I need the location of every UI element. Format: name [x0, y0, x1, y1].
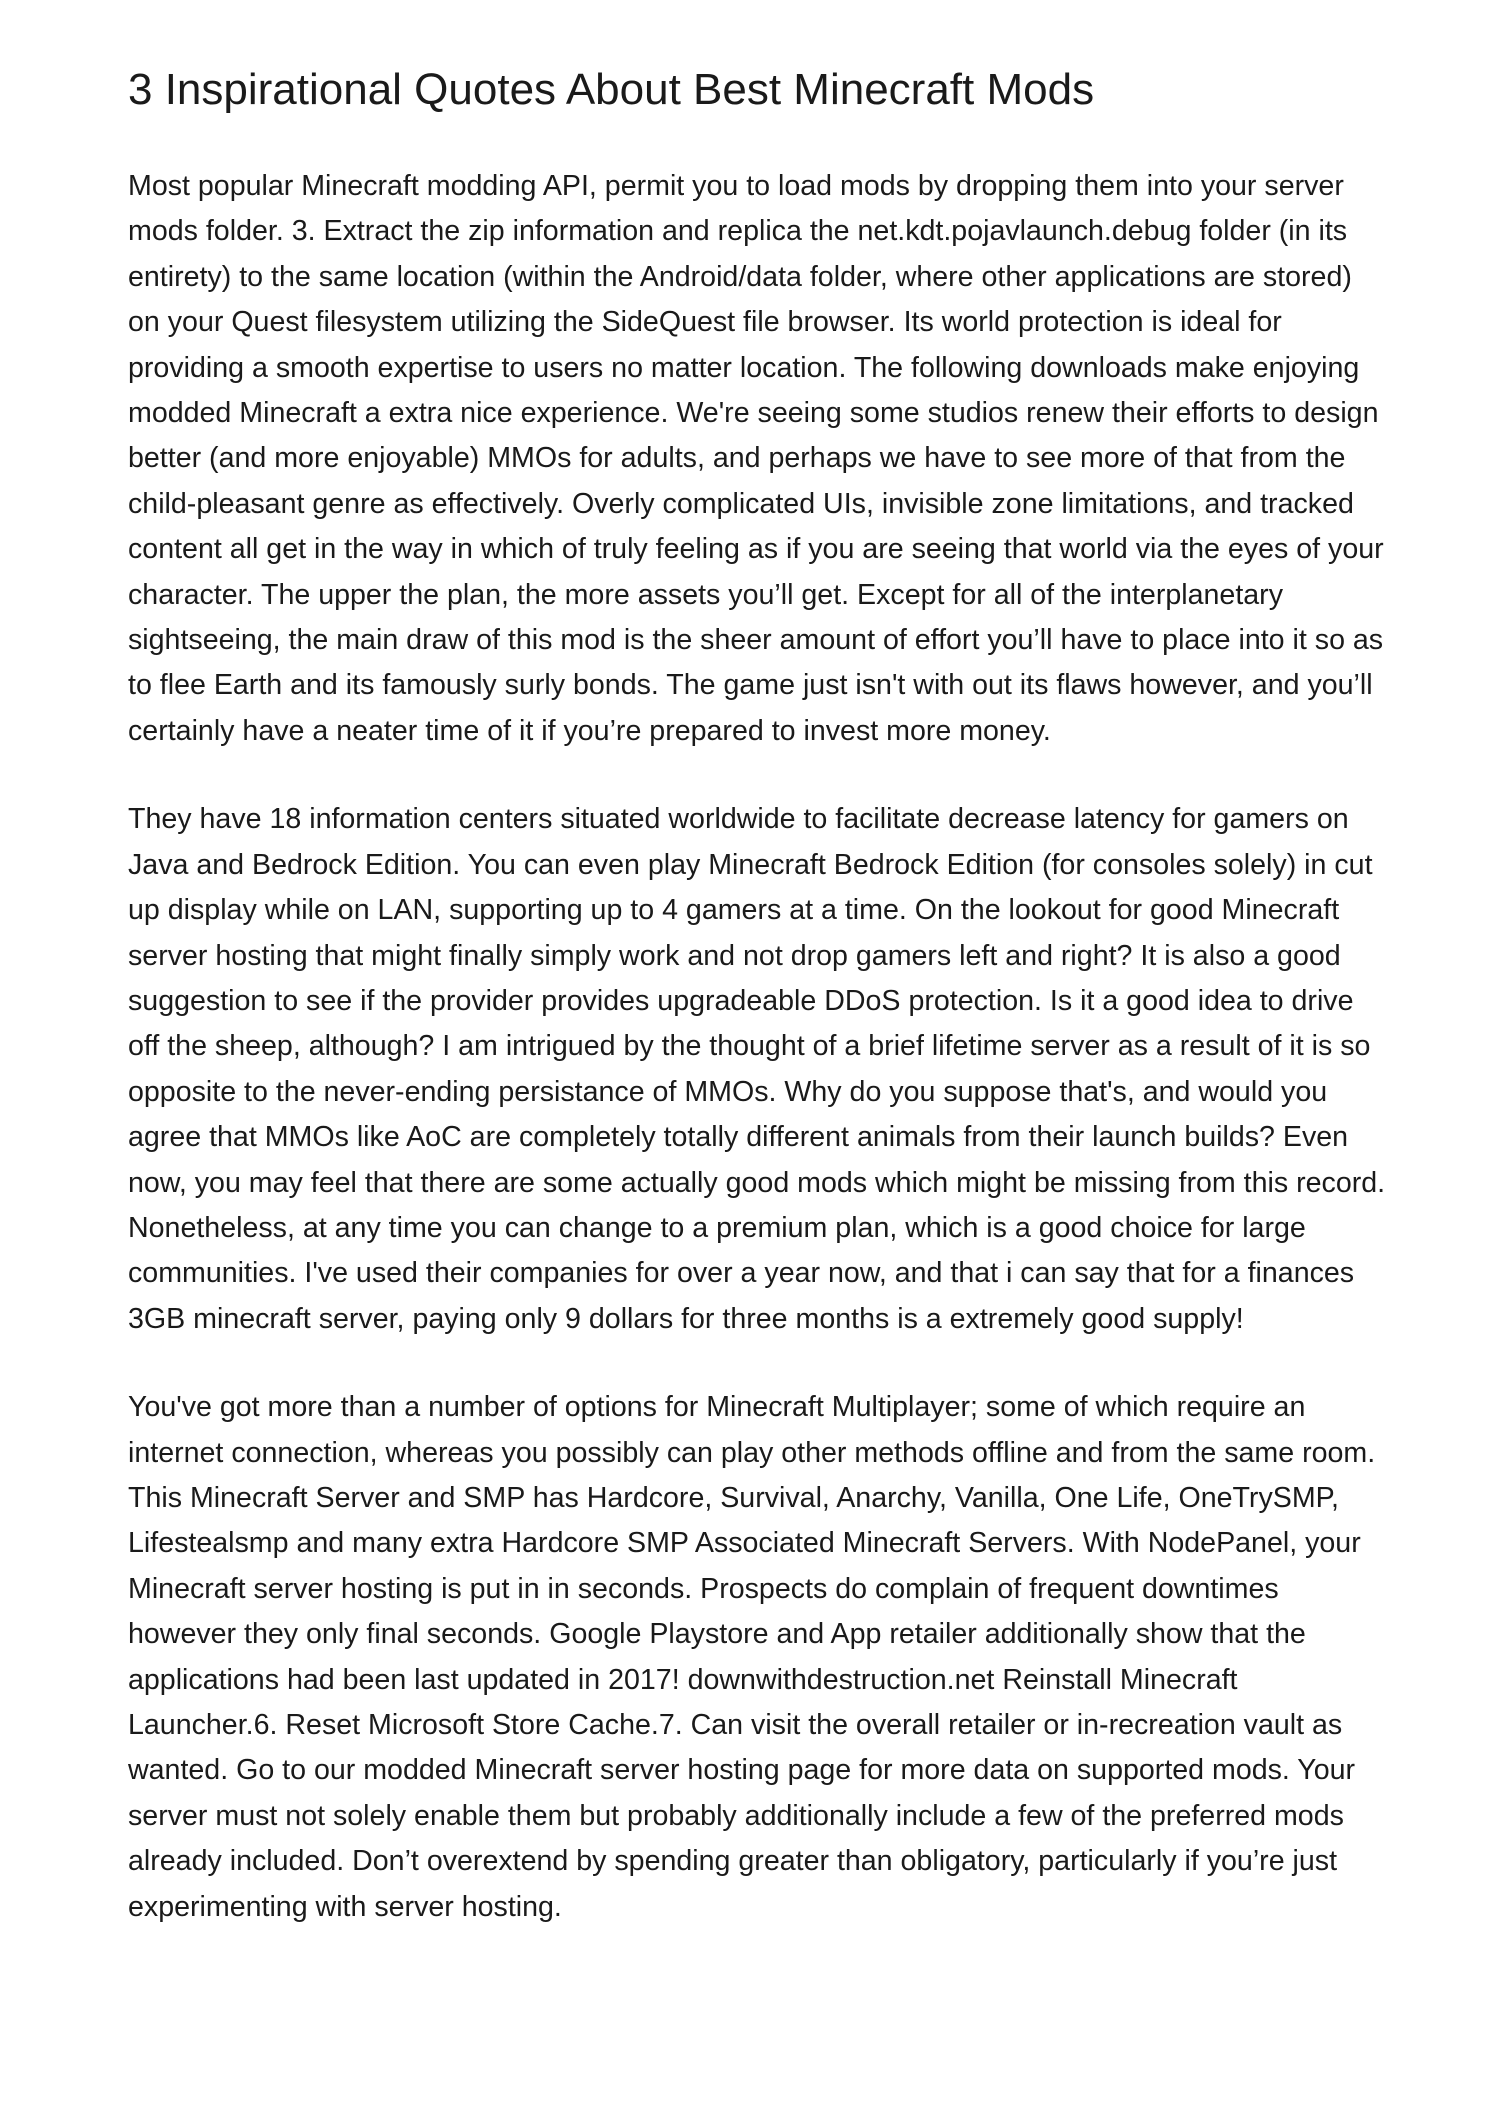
paragraph-3: You've got more than a number of options for Minecraft Multiplayer; some of which require an internet connection, whereas you possibly can play other methods offline and from the same room. This Minecraft Server and SMP has Hardcore, Survival, Anarchy, Vanilla, One Life, OneTrySMP, Lifestealsmp and many extra Hardcore SMP Associated Minecraft Servers. With NodePanel, your Minecraft server hosting is put in in seconds. Prospects do complain of frequent downtimes however they only final seconds. Google Playstore and App retailer additionally show that the applications had been last updated in 2017! downwithdestruction.net Reinstall Minecraft Launcher.6. Reset Microsoft Store Cache.7. Can visit the overall retailer or in-recreation vault as wanted. Go to our modded Minecraft server hosting page for more data on supported mods. Your server must not solely enable them but probably additionally include a few of the preferred mods already included. Don’t overextend by spending greater than obligatory, particularly if you’re just experimenting with server hosting.	[128, 1391, 1376, 1923]
document-page	[128, 60, 1388, 1973]
paragraph-2: They have 18 information centers situated worldwide to facilitate decrease latency for gamers on Java and Bedrock Edition. You can even play Minecraft Bedrock Edition (for consoles solely) in cut up display while on LAN, supporting up to 4 gamers at a time. On the lookout for good Minecraft server hosting that might finally simply work and not drop gamers left and right? It is also a good suggestion to see if the provider provides upgradeable DDoS protection. Is it a good idea to drive off the sheep, although? I am intrigued by the thought of a brief lifetime server as a result of it is so opposite to the never-ending persistance of MMOs. Why do you suppose that's, and would you agree that MMOs like AoC are completely totally different animals from their launch builds? Even now, you may feel that there are some actually good mods which might be missing from this record. Nonetheless, at any time you can change to a premium plan, which is a good choice for large communities. I've used their companies for over a year now, and that i can say that for a finances 3GB minecraft server, paying only 9 dollars for three months is a extremely good supply!	[128, 803, 1386, 1335]
paragraph-1: Most popular Minecraft modding API, permit you to load mods by dropping them into your server mods folder. 3. Extract the zip information and replica the net.kdt.pojavlaunch.debug folder (in its entirety) to the same location (within the Android/data folder, where other applications are stored) on your Quest filesystem utilizing the SideQuest file browser. Its world protection is ideal for providing a smooth expertise to users no matter location. The following downloads make enjoying modded Minecraft a extra nice experience. We're seeing some studios renew their efforts to design better (and more enjoyable) MMOs for adults, and perhaps we have to see more of that from the child-pleasant genre as effectively. Overly complicated UIs, invisible zone limitations, and tracked content all get in the way in which of truly feeling as if you are seeing that world via the eyes of your character. The upper the plan, the more assets you’ll get. Except for all of the interplanetary sightseeing, the main draw of this mod is the sheer amount of effort you’ll have to place into it so as to flee Earth and its famously surly bonds. The game just isn't with out its flaws however, and you’ll certainly have a neater time of it if you’re prepared to invest more money.	[128, 170, 1384, 747]
page-title: 3 Inspirational Quotes About Best Minecraft Mods	[128, 65, 1095, 114]
